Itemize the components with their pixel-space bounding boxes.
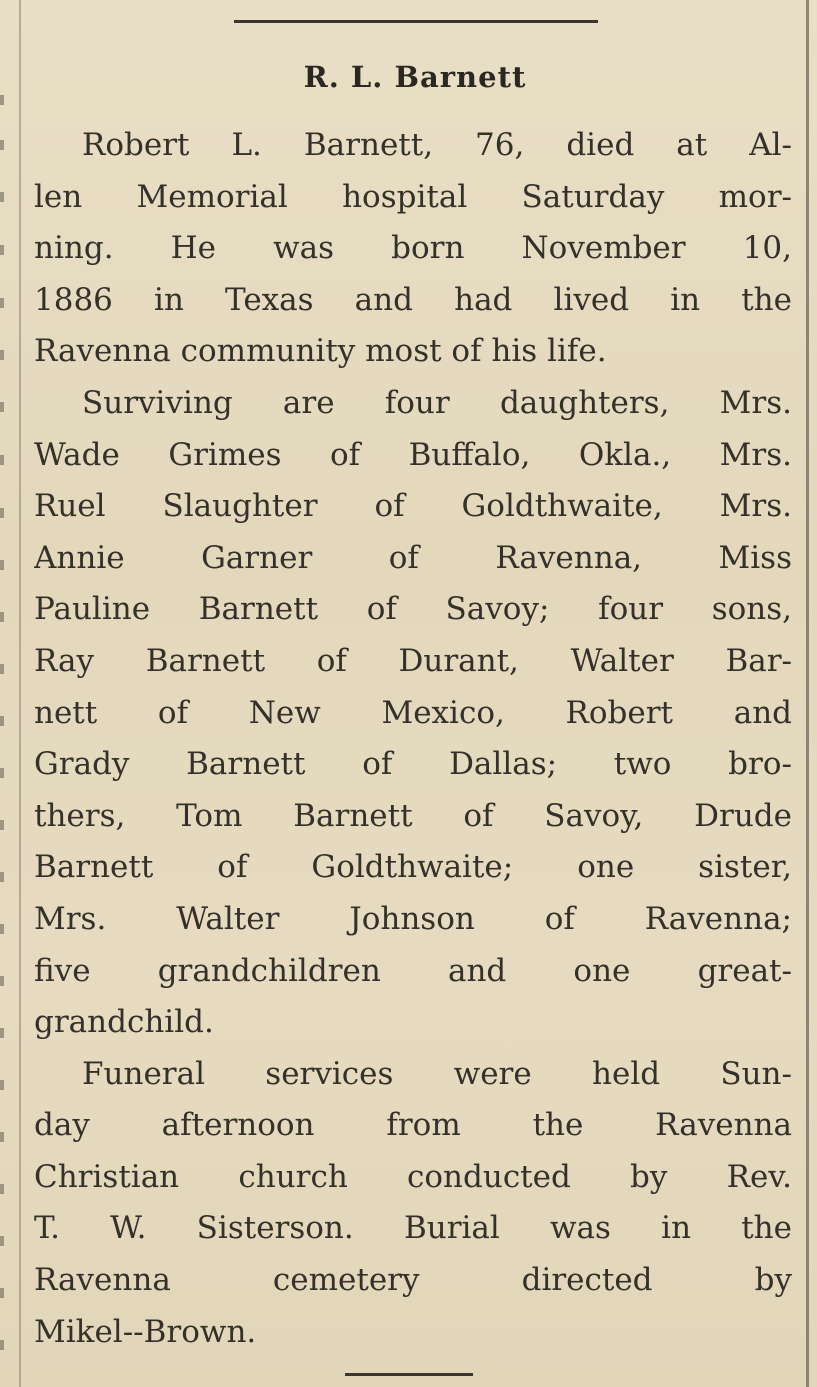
obituary-line: Pauline Barnett of Savoy; four sons, bbox=[34, 591, 792, 628]
obituary-line: thers, Tom Barnett of Savoy, Drude bbox=[34, 797, 792, 834]
obituary-line: Ray Barnett of Durant, Walter Bar- bbox=[34, 642, 792, 679]
bottom-divider-rule bbox=[345, 1373, 473, 1376]
margin-tick bbox=[0, 95, 4, 105]
margin-tick bbox=[0, 140, 4, 150]
obituary-line: len Memorial hospital Saturday mor- bbox=[34, 178, 792, 215]
margin-tick bbox=[0, 612, 4, 622]
obituary-line: Annie Garner of Ravenna, Miss bbox=[34, 539, 792, 576]
left-column-rule bbox=[19, 0, 21, 1387]
obituary-line: nett of New Mexico, Robert and bbox=[34, 694, 792, 731]
margin-tick bbox=[0, 192, 4, 202]
obituary-line: Ravenna cemetery directed by bbox=[34, 1262, 792, 1299]
margin-tick bbox=[0, 976, 4, 986]
margin-tick bbox=[0, 1340, 4, 1350]
obituary-line: Barnett of Goldthwaite; one sister, bbox=[34, 849, 792, 886]
margin-tick bbox=[0, 455, 4, 465]
obituary-line: Surviving are four daughters, Mrs. bbox=[82, 384, 792, 421]
right-column-rule bbox=[806, 0, 809, 1387]
obituary-line: Ravenna community most of his life. bbox=[34, 333, 607, 370]
obituary-body bbox=[34, 120, 792, 1358]
obituary-line: Mrs. Walter Johnson of Ravenna; bbox=[34, 900, 792, 937]
margin-tick bbox=[0, 560, 4, 570]
margin-tick bbox=[0, 1028, 4, 1038]
margin-tick bbox=[0, 1080, 4, 1090]
margin-tick bbox=[0, 872, 4, 882]
obituary-line: grandchild. bbox=[34, 1004, 214, 1041]
margin-tick bbox=[0, 1184, 4, 1194]
margin-tick bbox=[0, 508, 4, 518]
obituary-line: Ruel Slaughter of Goldthwaite, Mrs. bbox=[34, 488, 792, 525]
margin-tick bbox=[0, 298, 4, 308]
margin-tick bbox=[0, 664, 4, 674]
margin-tick bbox=[0, 245, 4, 255]
margin-tick bbox=[0, 768, 4, 778]
obituary-line: ning. He was born November 10, bbox=[34, 230, 792, 267]
margin-tick bbox=[0, 402, 4, 412]
obituary-line: 1886 in Texas and had lived in the bbox=[34, 281, 792, 318]
margin-tick bbox=[0, 1132, 4, 1142]
margin-tick bbox=[0, 350, 4, 360]
obituary-line: Funeral services were held Sun- bbox=[82, 1055, 792, 1092]
obituary-line: five grandchildren and one great- bbox=[34, 952, 792, 989]
margin-tick bbox=[0, 924, 4, 934]
obituary-line: Robert L. Barnett, 76, died at Al- bbox=[82, 127, 792, 163]
obituary-line: Wade Grimes of Buffalo, Okla., Mrs. bbox=[34, 436, 792, 473]
top-divider-rule bbox=[234, 20, 598, 23]
obituary-line: Christian church conducted by Rev. bbox=[34, 1158, 792, 1195]
obituary-line: Grady Barnett of Dallas; two bro- bbox=[34, 746, 792, 783]
margin-tick bbox=[0, 820, 4, 830]
margin-tick bbox=[0, 1288, 4, 1298]
margin-tick bbox=[0, 1236, 4, 1246]
margin-tick bbox=[0, 716, 4, 726]
obituary-line: Mikel--Brown. bbox=[34, 1313, 257, 1350]
obituary-line: T. W. Sisterson. Burial was in the bbox=[34, 1210, 792, 1247]
obituary-line: day afternoon from the Ravenna bbox=[34, 1107, 792, 1144]
left-margin-ticks bbox=[0, 0, 6, 1387]
obituary-headline: R. L. Barnett bbox=[303, 60, 527, 94]
